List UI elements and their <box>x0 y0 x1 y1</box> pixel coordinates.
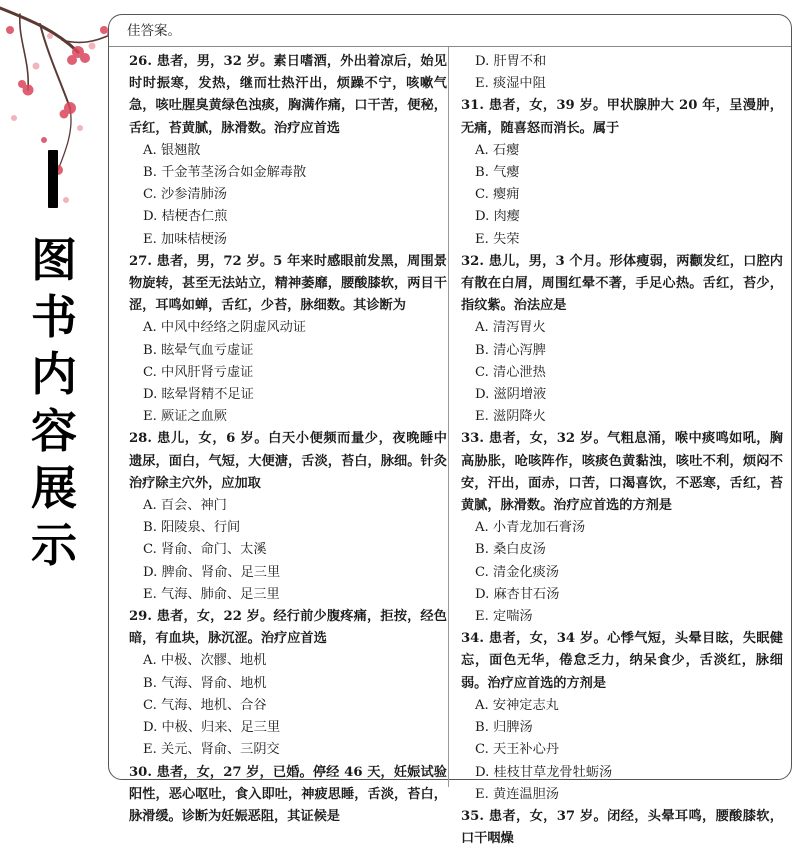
question-stem: 33. 患者，女，32 岁。气粗息涌，喉中痰鸣如吼，胸高胁胀，呛咳阵作，咳痰色黄黏浊，咳吐不利，烦闷不安，汗出，面赤，口苦，口渴喜饮，不恶寒，舌红，苔黄腻，脉滑数。治疗应首选的方剂是 <box>461 431 783 514</box>
question-28 <box>129 428 447 606</box>
question-stem: 30. 患者，女，27 岁，已婚。停经 46 天，妊娠试验阳性，恶心呕吐，食入即吐，神疲思睡，舌淡，苔白，脉滑缓。诊断为妊娠恶阻，其证候是 <box>129 764 447 824</box>
option: D. 麻杏甘石汤 <box>475 586 560 602</box>
option: A. 石瘿 <box>475 142 520 158</box>
option: C. 中风肝肾亏虚证 <box>143 364 254 380</box>
side-title-char: 内 <box>31 347 77 401</box>
option: C. 清金化痰汤 <box>475 564 559 580</box>
page-top-strip: 佳答案。 <box>109 15 791 47</box>
option: B. 清心泻脾 <box>475 342 546 358</box>
question-stem: 28. 患儿，女，6 岁。白天小便频而量少，夜晚睡中遗尿，面白，气短，大便溏，舌淡，苔白，脉细。针灸治疗除主穴外，应加取 <box>129 431 447 491</box>
question-stem: 35. 患者，女，37 岁。闭经，头晕耳鸣，腰酸膝软，口干咽燥 <box>461 808 783 847</box>
side-title-char: 容 <box>31 404 77 458</box>
question-30 <box>129 762 447 829</box>
column-divider <box>448 47 449 787</box>
question-34 <box>461 628 783 806</box>
side-title-char: 书 <box>31 290 77 344</box>
option: C. 清心泄热 <box>475 364 546 380</box>
side-title-char: 图 <box>31 233 77 287</box>
option: D. 桔梗杏仁煎 <box>143 209 228 225</box>
option: A. 清泻胃火 <box>475 320 546 336</box>
question-stem: 34. 患者，女，34 岁。心悸气短，头晕目眩，失眠健忘，面色无华，倦怠乏力，纳呆食少，舌淡红，脉细弱。治疗应首选的方剂是 <box>461 631 783 691</box>
option: E. 加味桔梗汤 <box>143 231 227 247</box>
side-title-char: 展 <box>31 461 77 515</box>
book-page <box>108 14 792 847</box>
option: D. 眩晕肾精不足证 <box>143 387 254 403</box>
right-column <box>461 51 783 847</box>
option: A. 安神定志丸 <box>475 697 559 713</box>
option: E. 气海、肺俞、足三里 <box>143 586 280 602</box>
option: E. 黄连温胆汤 <box>475 786 559 802</box>
option: E. 关元、肾俞、三阴交 <box>143 742 280 758</box>
option: A. 中极、次髎、地机 <box>143 653 267 669</box>
option: E. 定喘汤 <box>475 609 533 625</box>
option: C. 气海、地机、合谷 <box>143 697 267 713</box>
option: C. 沙参清肺汤 <box>143 187 227 203</box>
question-stem: 26. 患者，男，32 岁。素日嗜酒，外出着凉后，始见时时振寒，发热，继而壮热汗出，烦躁不宁，咳嗽气急，咳吐腥臭黄绿色浊痰，胸满作痛，口干苦，便秘，舌红，苔黄腻，脉滑数。治疗应首选 <box>129 54 447 136</box>
option: B. 桑白皮汤 <box>475 542 546 558</box>
option: C. 肾俞、命门、太溪 <box>143 542 267 558</box>
option: C. 天王补心丹 <box>475 742 559 758</box>
question-32 <box>461 251 783 429</box>
option: D. 中极、归来、足三里 <box>143 720 281 736</box>
option: A. 中风中经络之阴虚风动证 <box>143 320 306 336</box>
option: E. 滋阴降火 <box>475 409 546 425</box>
option: D. 肉瘿 <box>475 209 520 225</box>
option: A. 银翘散 <box>143 142 201 158</box>
question-30-continued <box>461 51 783 95</box>
side-title-bar <box>48 150 58 208</box>
question-stem: 29. 患者，女，22 岁。经行前少腹疼痛，拒按，经色暗，有血块，脉沉涩。治疗应首选 <box>129 609 447 647</box>
option: B. 千金苇茎汤合如金解毒散 <box>143 165 307 181</box>
question-29 <box>129 606 447 761</box>
question-26 <box>129 51 447 251</box>
question-35 <box>461 806 783 850</box>
question-31 <box>461 95 783 250</box>
option: E. 失荣 <box>475 231 520 247</box>
option: A. 百会、神门 <box>143 498 227 514</box>
option: E. 痰湿中阻 <box>475 76 546 92</box>
option: B. 气海、肾俞、地机 <box>143 675 267 691</box>
side-title-char: 示 <box>31 518 77 572</box>
option: D. 脾俞、肾俞、足三里 <box>143 564 281 580</box>
question-27 <box>129 251 447 429</box>
question-33 <box>461 428 783 628</box>
question-stem: 31. 患者，女，39 岁。甲状腺肿大 20 年，呈漫肿，无痛，随喜怒而消长。属于 <box>461 98 783 136</box>
option: B. 阳陵泉、行间 <box>143 520 241 536</box>
option: D. 桂枝甘草龙骨牡蛎汤 <box>475 764 613 780</box>
option: B. 气瘿 <box>475 165 520 181</box>
option: B. 眩晕气血亏虚证 <box>143 342 254 358</box>
option: D. 肝胃不和 <box>475 54 547 69</box>
question-stem: 32. 患儿，男，3 个月。形体瘦弱，两颧发红，口腔内有散在白屑，周围红晕不著，手足心热。舌红，苔少，指纹紫。治法应是 <box>461 253 783 314</box>
option: D. 滋阴增液 <box>475 387 547 403</box>
option: A. 小青龙加石膏汤 <box>475 520 586 536</box>
option: B. 归脾汤 <box>475 720 533 736</box>
question-stem: 27. 患者，男，72 岁。5 年来时感眼前发黑，周围景物旋转，甚至无法站立，精神萎靡，腰酸膝软，两目干涩，耳鸣如蝉，舌红，少苔，脉细数。其诊断为 <box>129 253 447 314</box>
option: E. 厥证之血厥 <box>143 409 227 425</box>
left-column <box>129 51 447 824</box>
plum-blossom-decoration <box>0 0 120 230</box>
option: C. 瘿痈 <box>475 187 520 203</box>
side-title <box>28 232 80 574</box>
